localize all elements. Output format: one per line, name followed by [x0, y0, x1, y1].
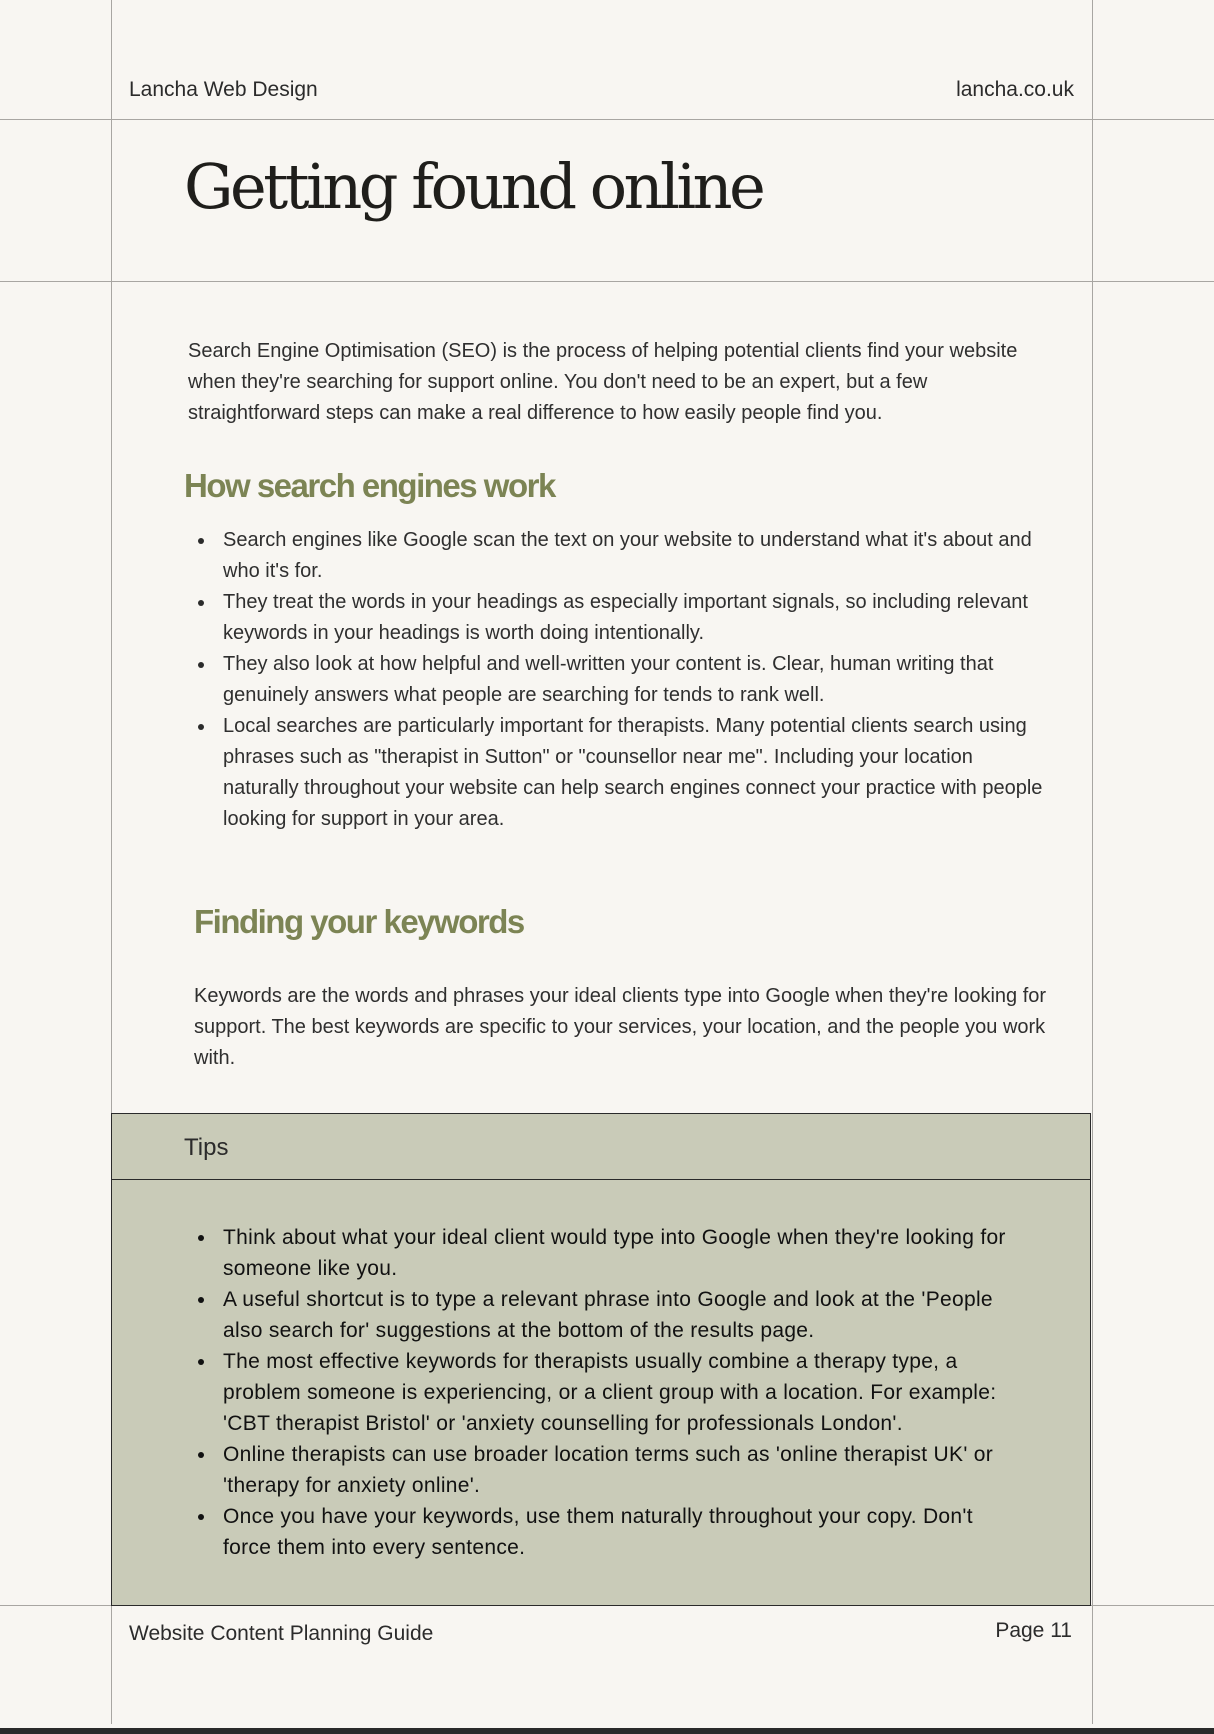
search-engines-list	[184, 525, 1044, 835]
tip-item: Think about what your ideal client would type into Google when they're looking for someone like you.	[184, 1222, 1024, 1284]
list-item: Search engines like Google scan the text on your website to understand what it's about and who it's for.	[184, 525, 1044, 587]
tips-header	[111, 1113, 1091, 1180]
tip-item: The most effective keywords for therapists usually combine a therapy type, a problem someone is experiencing, or a client group with a location. For example: 'CBT therapist Bristol' or 'anxiety counselling for professionals London'.	[184, 1346, 1024, 1439]
section-heading-search-engines: How search engines work	[184, 467, 555, 504]
list-item: They also look at how helpful and well-written your content is. Clear, human writing that genuinely answers what people are searching for tends to rank well.	[184, 649, 1044, 711]
website-url: lancha.co.uk	[956, 78, 1074, 101]
page-number: Page 11	[995, 1619, 1072, 1642]
tip-item: Once you have your keywords, use them naturally throughout your copy. Don't force them into every sentence.	[184, 1501, 1024, 1563]
bottom-edge-bar	[0, 1728, 1214, 1734]
tips-list	[184, 1222, 1024, 1563]
intro-paragraph: Search Engine Optimisation (SEO) is the process of helping potential clients find your website when they're searching for support online. You don't need to be an expert, but a few straightforward steps can make a real difference to how easily people find you.	[188, 340, 1018, 424]
guide-name: Website Content Planning Guide	[129, 1622, 434, 1645]
list-item: They treat the words in your headings as especially important signals, so including relevant keywords in your headings is worth doing intentionally.	[184, 587, 1044, 649]
brand-name: Lancha Web Design	[129, 78, 318, 101]
list-item: Local searches are particularly important for therapists. Many potential clients search using phrases such as "therapist in Sutton" or "counsellor near me". Including your location naturally throughout your website can help search engines connect your practice with people looking for support in your area.	[184, 711, 1044, 835]
header-rule	[0, 119, 1214, 120]
title-rule	[0, 281, 1214, 282]
page-title: Getting found online	[184, 150, 763, 223]
tip-item: Online therapists can use broader location terms such as 'online therapist UK' or 'therapy for anxiety online'.	[184, 1439, 1024, 1501]
keywords-paragraph: Keywords are the words and phrases your ideal clients type into Google when they're looking for support. The best keywords are specific to your services, your location, and the people you work with.	[194, 985, 1047, 1069]
tips-title: Tips	[184, 1134, 229, 1161]
tip-item: A useful shortcut is to type a relevant phrase into Google and look at the 'People also search for' suggestions at the bottom of the results page.	[184, 1284, 1024, 1346]
right-margin-rule	[1092, 0, 1093, 1724]
section-heading-keywords: Finding your keywords	[194, 903, 524, 940]
